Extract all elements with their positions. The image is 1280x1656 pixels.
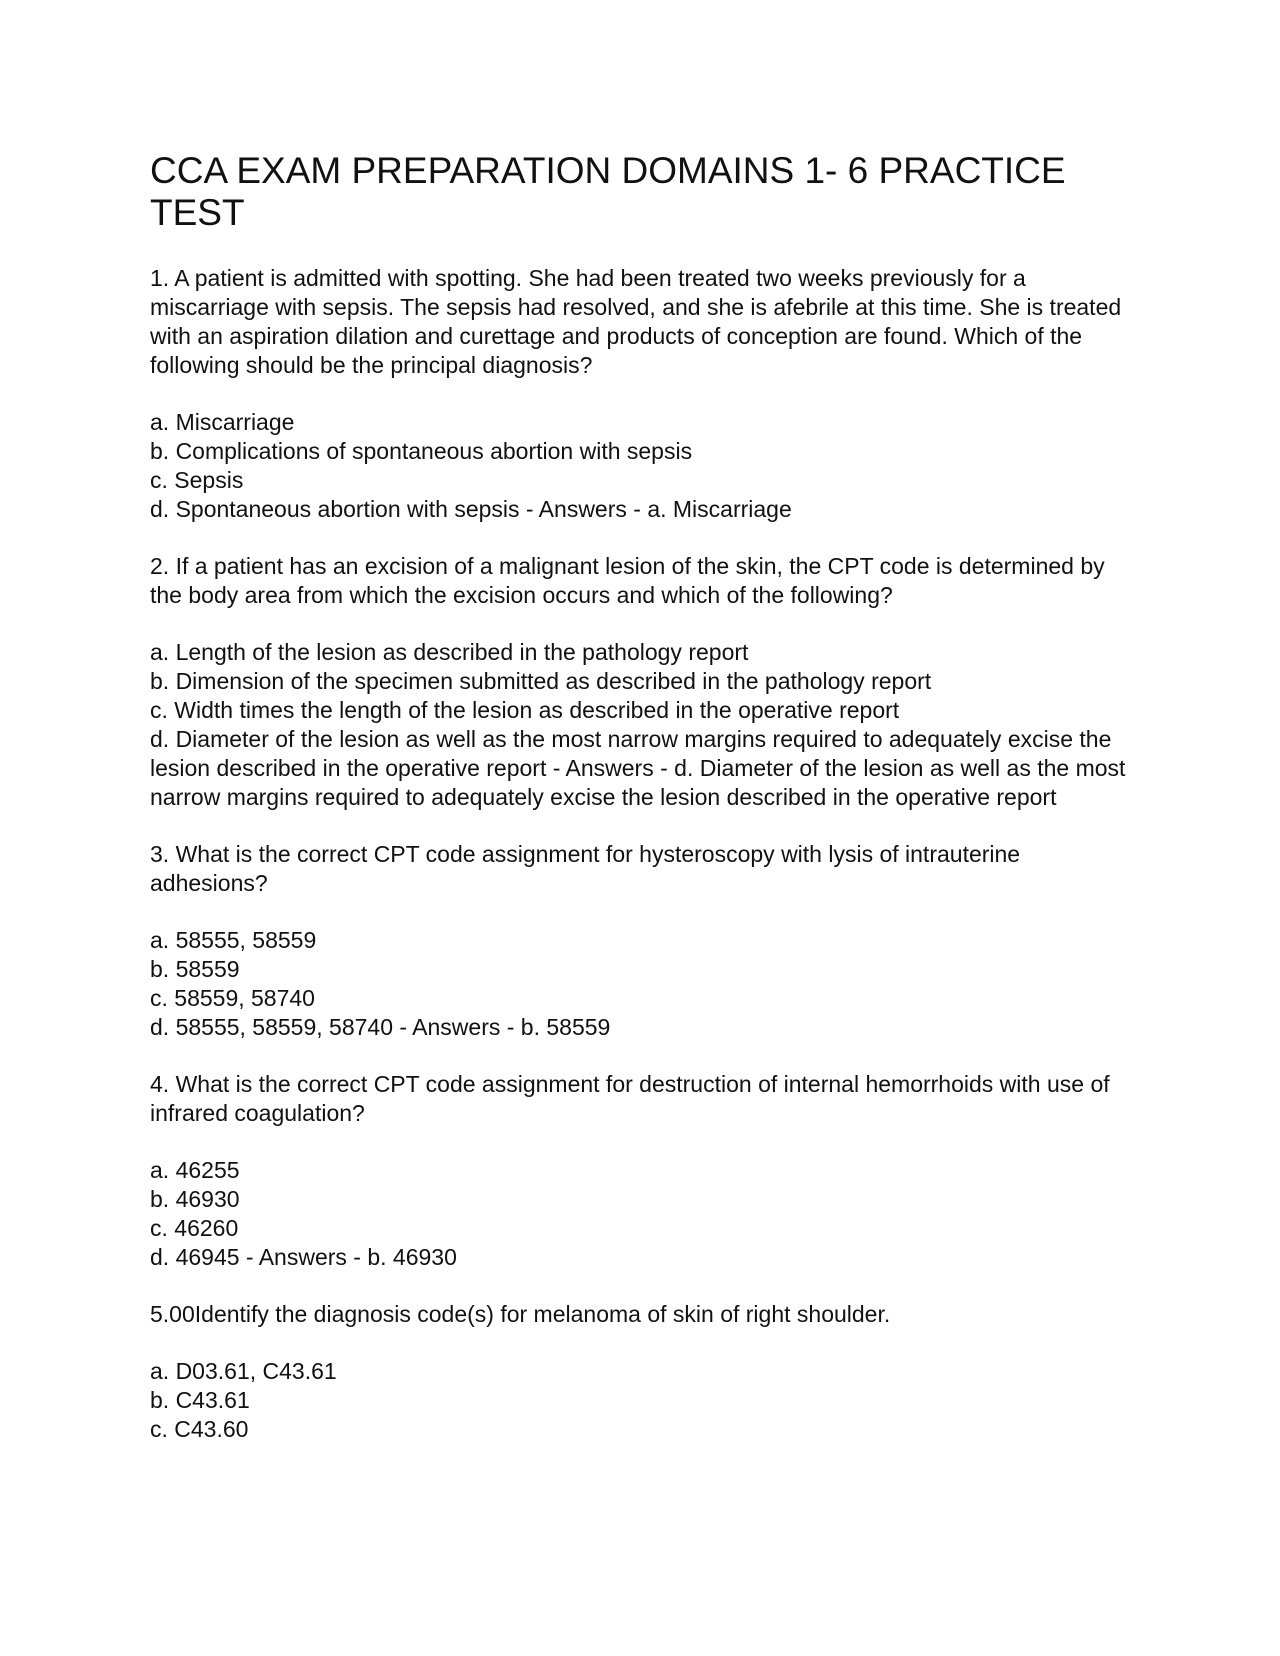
option-a: a. 58555, 58559 (150, 927, 317, 953)
option-b: b. Dimension of the specimen submitted as described in the pathology report (150, 668, 932, 694)
answer-options (150, 1156, 1130, 1272)
answer-options (150, 926, 1130, 1042)
option-c: c. 46260 (150, 1215, 239, 1241)
answer-options (150, 1357, 1130, 1444)
document-page (150, 150, 1130, 1472)
option-b: b. C43.61 (150, 1387, 250, 1413)
option-d: d. Spontaneous abortion with sepsis - Answers - a. Miscarriage (150, 496, 792, 522)
option-c: c. Width times the length of the lesion as described in the operative report (150, 697, 900, 723)
option-a: a. 46255 (150, 1157, 240, 1183)
answer-options (150, 638, 1130, 812)
question-3 (150, 840, 1130, 1042)
question-text: 5.00Identify the diagnosis code(s) for melanoma of skin of right shoulder. (150, 1301, 891, 1327)
option-d: d. Diameter of the lesion as well as the most narrow margins required to adequately excise the lesion described in the operative report - Answers - d. Diameter of the lesion as well as the most narrow margins required to adequately excise the lesion described in the operative report (150, 726, 1126, 810)
question-text: 2. If a patient has an excision of a malignant lesion of the skin, the CPT code is determined by the body area from which the excision occurs and which of the following? (150, 553, 1112, 608)
answer-options (150, 408, 1130, 524)
option-a: a. D03.61, C43.61 (150, 1358, 337, 1384)
option-d: d. 46945 - Answers - b. 46930 (150, 1244, 457, 1270)
question-text: 1. A patient is admitted with spotting. She had been treated two weeks previously for a miscarriage with sepsis. The sepsis had resolved, and she is afebrile at this time. She is treated with an aspiration dilation and curettage and products of conception are found. Which of the following should be the principal diagnosis? (150, 265, 1128, 378)
option-d: d. 58555, 58559, 58740 - Answers - b. 58559 (150, 1014, 611, 1040)
question-text: 3. What is the correct CPT code assignment for hysteroscopy with lysis of intrauterine adhesions? (150, 841, 1027, 896)
question-1 (150, 264, 1130, 524)
option-b: b. Complications of spontaneous abortion with sepsis (150, 438, 693, 464)
option-c: c. 58559, 58740 (150, 985, 315, 1011)
option-a: a. Length of the lesion as described in the pathology report (150, 639, 749, 665)
question-5 (150, 1300, 1130, 1444)
option-b: b. 58559 (150, 956, 240, 982)
option-b: b. 46930 (150, 1186, 240, 1212)
document-title: CCA EXAM PREPARATION DOMAINS 1- 6 PRACTICE TEST (150, 150, 1066, 233)
option-c: c. C43.60 (150, 1416, 249, 1442)
question-text: 4. What is the correct CPT code assignment for destruction of internal hemorrhoids with use of infrared coagulation? (150, 1071, 1117, 1126)
question-4 (150, 1070, 1130, 1272)
option-a: a. Miscarriage (150, 409, 295, 435)
option-c: c. Sepsis (150, 467, 244, 493)
question-2 (150, 552, 1130, 812)
